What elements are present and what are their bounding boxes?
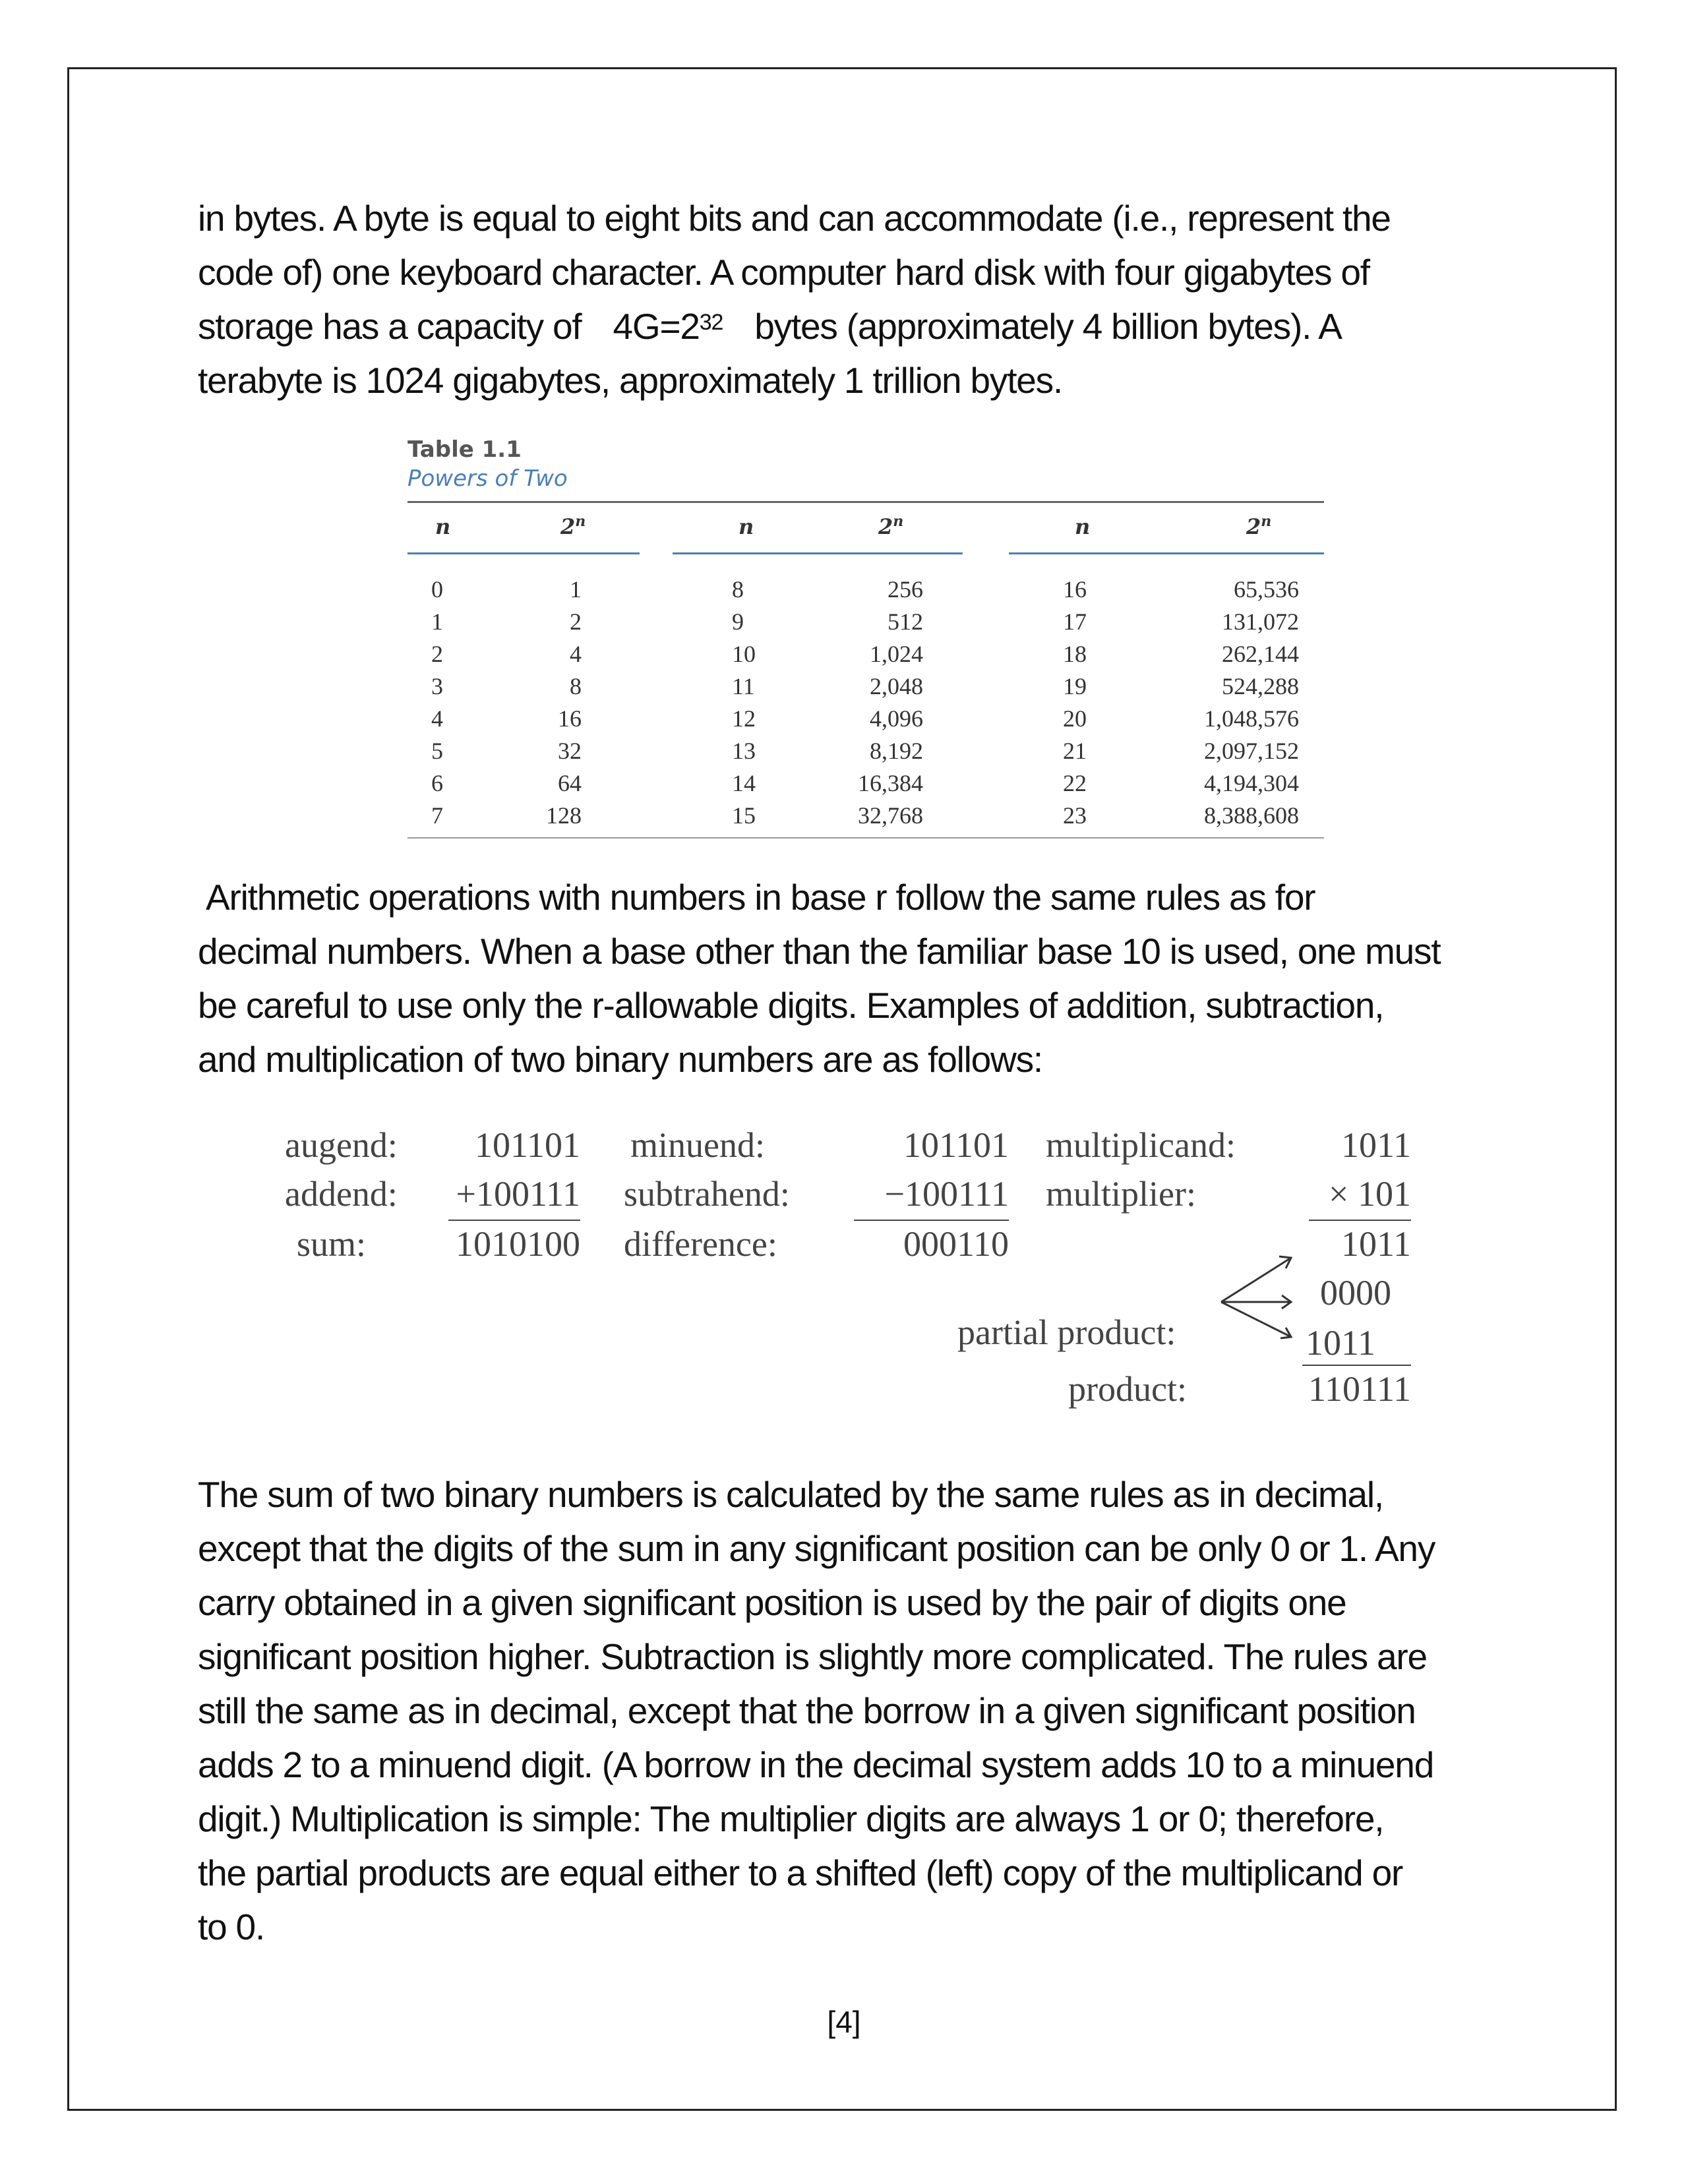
table-cell-n: 5	[431, 738, 443, 764]
augend-label: augend:	[285, 1125, 398, 1165]
partial-product-label: partial product:	[957, 1313, 1176, 1352]
column-value-group3	[1154, 574, 1299, 832]
text-line: decimal numbers. When a base other than the familiar base 10 is used, one must	[198, 931, 1441, 972]
column-value-group1	[501, 574, 582, 832]
text-line: Arithmetic operations with numbers in base r follow the same rules as for	[206, 877, 1315, 918]
product-label: product:	[1068, 1369, 1187, 1409]
text-line: adds 2 to a minuend digit. (A borrow in the decimal system adds 10 to a minuend	[198, 1744, 1434, 1785]
header-n-1: n	[435, 514, 451, 539]
table-cell-power: 4,096	[870, 705, 923, 732]
header-2n-1: 2$^n$	[560, 513, 586, 539]
column-n-group1	[431, 574, 471, 832]
powers-of-two-table	[389, 415, 1325, 844]
table-cell-n: 17	[1063, 608, 1087, 635]
table-cell-power: 8,388,608	[1204, 802, 1299, 829]
group-rule-2	[673, 552, 963, 554]
header-2n-3: 2$^n$	[1246, 513, 1272, 539]
minuend-label: minuend:	[630, 1125, 765, 1165]
table-cell-n: 16	[1063, 576, 1087, 603]
multiplier-label: multiplier:	[1046, 1174, 1196, 1214]
text-line: carry obtained in a given significant position is used by the pair of digits one	[198, 1582, 1346, 1623]
text-line: and multiplication of two binary numbers are as follows:	[198, 1039, 1042, 1080]
text-line: the partial products are equal either to a shifted (left) copy of the multiplicand or	[198, 1852, 1403, 1893]
table-subtitle: Powers of Two	[407, 465, 568, 492]
minuend-value: 101101	[903, 1125, 1009, 1165]
table-cell-power: 8	[570, 673, 582, 699]
table-cell-n: 10	[732, 641, 756, 667]
table-cell-power: 32	[558, 738, 582, 764]
text-line: terabyte is 1024 gigabytes, approximately 1 trillion bytes.	[198, 360, 1063, 401]
table-cell-power: 2	[570, 608, 582, 635]
text-line: The sum of two binary numbers is calculated by the same rules as in decimal,	[198, 1474, 1383, 1515]
table-cell-n: 15	[732, 802, 756, 829]
text-line: to 0.	[198, 1906, 265, 1947]
text-line: except that the digits of the sum in any significant position can be only 0 or 1. Any	[198, 1528, 1435, 1569]
sum-rule	[448, 1220, 580, 1221]
table-cell-n: 3	[431, 673, 443, 699]
text-line: significant position higher. Subtraction is slightly more complicated. The rules are	[198, 1636, 1427, 1677]
table-top-rule	[407, 501, 1324, 503]
table-cell-n: 0	[431, 576, 443, 603]
partial-product-3: 1011	[1306, 1323, 1375, 1363]
text-line: storage has a capacity of $4G=2^{32}$ bytes (approximately 4 billion bytes). A	[198, 306, 1342, 347]
multiplier-rule	[1309, 1220, 1411, 1221]
table-cell-power: 256	[888, 576, 923, 603]
text-line: code of) one keyboard character. A computer hard disk with four gigabytes of	[198, 252, 1370, 293]
header-2n-2: 2$^n$	[878, 513, 904, 539]
addend-value: +100111	[456, 1174, 580, 1214]
table-cell-n: 9	[732, 608, 744, 635]
augend-value: 101101	[475, 1125, 580, 1165]
table-cell-power: 32,768	[858, 802, 923, 829]
text-line: still the same as in decimal, except that the borrow in a given significant position	[198, 1690, 1416, 1731]
table-cell-n: 13	[732, 738, 756, 764]
table-cell-power: 1	[570, 576, 582, 603]
subtrahend-value: −100111	[884, 1174, 1009, 1214]
table-cell-n: 23	[1063, 802, 1087, 829]
table-cell-power: 262,144	[1222, 641, 1299, 667]
table-cell-power: 8,192	[870, 738, 923, 764]
table-cell-n: 1	[431, 608, 443, 635]
table-cell-power: 4,194,304	[1204, 770, 1299, 796]
paragraph-binary-rules	[198, 1467, 1484, 1954]
header-n-3: n	[1075, 514, 1091, 539]
partial-product-2: 0000	[1320, 1273, 1391, 1313]
table-cell-n: 6	[431, 770, 443, 796]
table-title: Table 1.1	[407, 436, 522, 463]
multiplicand-value: 1011	[1341, 1125, 1411, 1165]
table-cell-power: 128	[546, 802, 582, 829]
table-cell-power: 2,048	[870, 673, 923, 699]
table-cell-n: 18	[1063, 641, 1087, 667]
table-bottom-rule	[407, 837, 1324, 839]
sum-value: 1010100	[456, 1224, 580, 1264]
table-cell-power: 2,097,152	[1204, 738, 1299, 764]
subtrahend-label: subtrahend:	[624, 1174, 790, 1214]
table-cell-power: 4	[570, 641, 582, 667]
table-cell-power: 131,072	[1222, 608, 1299, 635]
page-number: [4]	[827, 2005, 861, 2039]
difference-value: 000110	[903, 1224, 1009, 1264]
difference-rule	[854, 1220, 1009, 1221]
table-cell-power: 1,024	[870, 641, 923, 667]
table-cell-n: 11	[732, 673, 755, 699]
group-rule-3	[1009, 552, 1324, 554]
multiplier-value: × 101	[1329, 1174, 1411, 1214]
table-cell-n: 12	[732, 705, 756, 732]
table-cell-n: 14	[732, 770, 756, 796]
product-value: 110111	[1308, 1369, 1411, 1409]
table-cell-n: 4	[431, 705, 443, 732]
table-cell-power: 16	[558, 705, 582, 732]
table-cell-power: 1,048,576	[1204, 705, 1299, 732]
table-cell-n: 7	[431, 802, 443, 829]
paragraph-intro	[198, 191, 1484, 407]
table-cell-power: 524,288	[1222, 673, 1299, 699]
partial-product-arrows-icon	[1213, 1253, 1306, 1351]
multiplicand-label: multiplicand:	[1046, 1125, 1236, 1165]
table-cell-n: 8	[732, 576, 744, 603]
table-cell-n: 22	[1063, 770, 1087, 796]
table-cell-power: 65,536	[1234, 576, 1299, 603]
paragraph-arithmetic	[198, 870, 1484, 1086]
addend-label: addend:	[285, 1174, 398, 1214]
product-rule	[1302, 1365, 1411, 1366]
table-cell-power: 64	[558, 770, 582, 796]
difference-label: difference:	[624, 1224, 777, 1264]
sum-label: sum:	[297, 1224, 367, 1264]
column-value-group2	[824, 574, 923, 832]
table-cell-n: 2	[431, 641, 443, 667]
group-rule-1	[407, 552, 640, 554]
column-n-group3	[1063, 574, 1102, 832]
table-cell-n: 21	[1063, 738, 1087, 764]
column-n-group2	[732, 574, 771, 832]
header-n-2: n	[738, 514, 754, 539]
table-cell-power: 16,384	[858, 770, 923, 796]
table-cell-n: 19	[1063, 673, 1087, 699]
partial-product-1: 1011	[1341, 1224, 1411, 1264]
table-cell-power: 512	[888, 608, 923, 635]
text-line: be careful to use only the r-allowable digits. Examples of addition, subtraction,	[198, 985, 1384, 1026]
table-cell-n: 20	[1063, 705, 1087, 732]
text-line: in bytes. A byte is equal to eight bits and can accommodate (i.e., represent the	[198, 198, 1391, 239]
text-line: digit.) Multiplication is simple: The multiplier digits are always 1 or 0; therefore,	[198, 1798, 1384, 1839]
